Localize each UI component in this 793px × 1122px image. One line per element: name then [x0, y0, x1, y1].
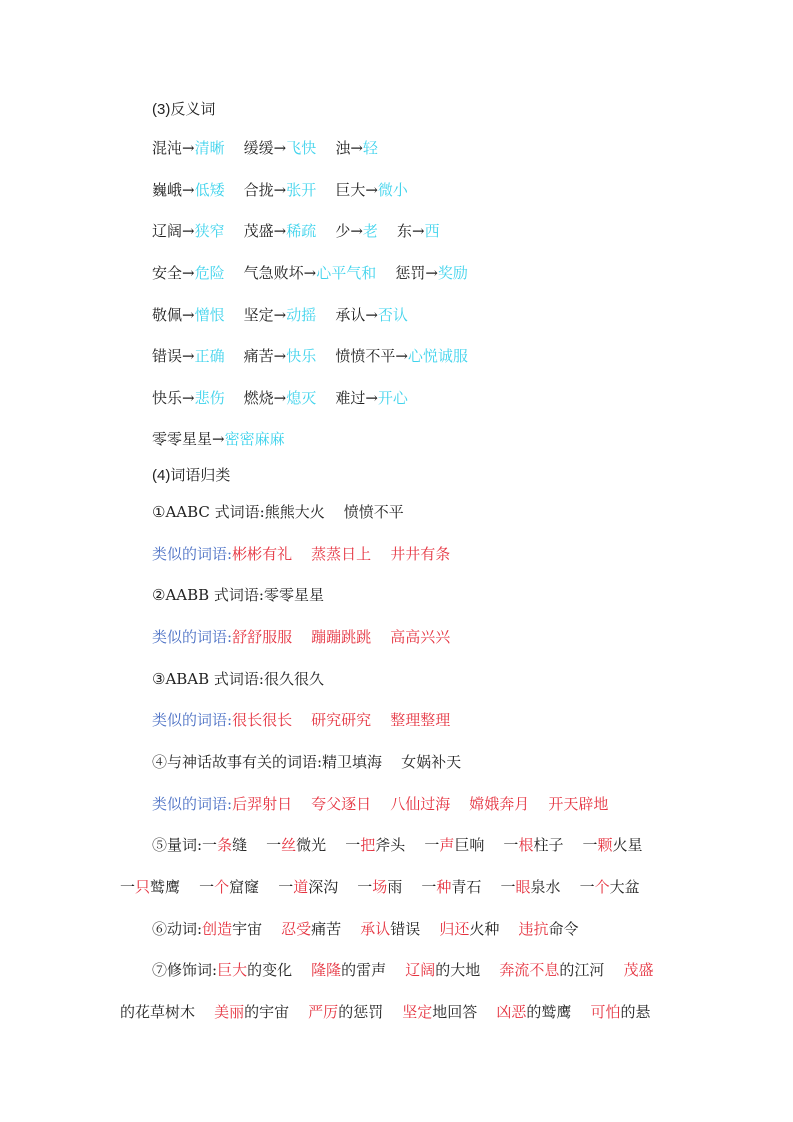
text-segment: 归还	[439, 920, 470, 938]
text-segment: ⑤量词:一	[152, 836, 218, 854]
text-segment: 创造	[202, 920, 233, 938]
abab	[152, 669, 324, 689]
text-segment: ②AABB 式词语:零零星星	[152, 586, 324, 604]
text-segment: 愤愤不平→	[316, 347, 408, 365]
text-segment: 心悦诚服	[407, 347, 468, 365]
text-segment: 道	[293, 878, 309, 896]
text-segment: ①AABC 式词语:熊熊大火 愤愤不平	[152, 503, 404, 521]
measure-words-2	[120, 877, 640, 897]
text-segment: 斧头 一	[375, 836, 440, 854]
antonym-row-4	[152, 263, 468, 283]
myth	[152, 752, 461, 772]
text-segment: 坚定	[402, 1003, 433, 1021]
aabb-similar	[152, 627, 450, 647]
myth-similar	[152, 794, 608, 814]
text-segment: 火星	[612, 836, 643, 854]
text-segment: 眼	[515, 878, 531, 896]
text-segment: 奖励	[437, 264, 468, 282]
text-segment: 一	[120, 878, 136, 896]
aabb	[152, 585, 324, 605]
text-segment: 忍受	[281, 920, 312, 938]
text-segment: 快乐	[286, 347, 317, 365]
text-segment: 的悬	[620, 1003, 651, 1021]
text-segment: 承认	[360, 920, 391, 938]
text-segment: 危险	[194, 264, 225, 282]
text-segment: 鹫鹰 一	[150, 878, 215, 896]
verbs	[152, 919, 578, 939]
text-segment: 丝	[281, 836, 297, 854]
text-segment: 美丽	[214, 1003, 245, 1021]
text-segment: 巨响 一	[454, 836, 519, 854]
text-segment: 把	[360, 836, 376, 854]
text-segment: 合拢→	[224, 181, 287, 199]
text-segment: 痛苦	[311, 920, 361, 938]
text-segment: 清晰	[194, 139, 225, 157]
text-segment: 彬彬有礼 蒸蒸日上 井井有条	[232, 545, 451, 563]
text-segment: 惩罚→	[376, 264, 438, 282]
text-segment: 命令	[548, 920, 579, 938]
text-segment: 的江河	[559, 961, 624, 979]
text-segment: 个	[594, 878, 610, 896]
antonym-row-2	[152, 180, 408, 200]
text-segment: 悲伤	[194, 389, 225, 407]
modifiers-2	[120, 1002, 650, 1022]
heading-antonyms	[152, 100, 215, 120]
text-segment: 很长很长 研究研究 整理整理	[232, 711, 451, 729]
text-segment: 老	[362, 222, 378, 240]
text-segment: ④与神话故事有关的词语:精卫填海 女娲补天	[152, 753, 462, 771]
text-segment: 零零星星→	[152, 430, 225, 448]
text-segment: 类似的词语:	[152, 795, 233, 813]
text-segment: 类似的词语:	[152, 545, 233, 563]
text-segment: 少→	[316, 222, 363, 240]
text-segment: 奔流不息	[499, 961, 560, 979]
text-segment: 茂盛→	[224, 222, 287, 240]
text-segment: 难过→	[316, 389, 378, 407]
text-segment: 密密麻麻	[224, 430, 285, 448]
text-segment: 低矮	[194, 181, 225, 199]
text-segment: 凶恶	[496, 1003, 527, 1021]
antonym-row-3	[152, 221, 440, 241]
text-segment: 雨 一	[387, 878, 437, 896]
heading-classification	[152, 466, 230, 486]
modifiers-1	[152, 960, 653, 980]
text-segment: 茂盛	[623, 961, 654, 979]
text-segment: 严厉	[308, 1003, 339, 1021]
antonym-row-5	[152, 305, 408, 325]
text-segment: 违抗	[518, 920, 549, 938]
text-segment: 安全→	[152, 264, 195, 282]
abab-similar	[152, 710, 450, 730]
text-segment: 隆隆	[311, 961, 342, 979]
text-segment: 坚定→	[224, 306, 287, 324]
text-segment: 的惩罚	[338, 1003, 403, 1021]
text-segment: 的宇宙	[244, 1003, 309, 1021]
text-segment: 种	[436, 878, 452, 896]
text-segment: 类似的词语:	[152, 628, 233, 646]
text-segment: 混沌→	[152, 139, 195, 157]
text-segment: 错误→	[152, 347, 195, 365]
text-segment: 后羿射日 夸父逐日 八仙过海 嫦娥奔月 开天辟地	[232, 795, 609, 813]
text-segment: 的花草树木	[120, 1003, 215, 1021]
text-segment: 气急败坏→	[224, 264, 317, 282]
text-segment: ⑥动词:	[152, 920, 203, 938]
text-segment: 飞快	[286, 139, 317, 157]
text-segment: 缝 一	[232, 836, 282, 854]
text-segment: 稀疏	[286, 222, 317, 240]
text-segment: 辽阔	[405, 961, 436, 979]
text-segment: 的雷声	[341, 961, 406, 979]
text-segment: 张开	[286, 181, 317, 199]
text-segment: 泉水 一	[530, 878, 595, 896]
text-segment: 根	[518, 836, 534, 854]
text-segment: 宇宙	[232, 920, 282, 938]
aabc-similar	[152, 544, 450, 564]
text-segment: 柱子 一	[533, 836, 598, 854]
text-segment: 开心	[377, 389, 408, 407]
text-segment: 心平气和	[316, 264, 377, 282]
text-segment: 窟窿 一	[229, 878, 294, 896]
antonym-row-8	[152, 429, 285, 449]
antonym-row-7	[152, 388, 408, 408]
text-segment: ⑦修饰词:	[152, 961, 218, 979]
text-segment: (3)反义词	[152, 101, 216, 118]
text-segment: 东→	[377, 222, 425, 240]
text-segment: 承认→	[316, 306, 378, 324]
text-segment: 微小	[377, 181, 408, 199]
text-segment: 巍峨→	[152, 181, 195, 199]
text-segment: 正确	[194, 347, 225, 365]
antonym-row-1	[152, 138, 378, 158]
text-segment: 缓缓→	[224, 139, 287, 157]
text-segment: 颗	[597, 836, 613, 854]
text-segment: 微光 一	[296, 836, 361, 854]
text-segment: 动摇	[286, 306, 317, 324]
text-segment: (4)词语归类	[152, 467, 231, 484]
text-segment: 可怕	[590, 1003, 621, 1021]
text-segment: 青石 一	[451, 878, 516, 896]
aabc	[152, 502, 404, 522]
text-segment: 错误	[390, 920, 440, 938]
text-segment: 巨大	[217, 961, 248, 979]
text-segment: 快乐→	[152, 389, 195, 407]
text-segment: 轻	[362, 139, 378, 157]
text-segment: 条	[217, 836, 233, 854]
text-segment: 的变化	[247, 961, 312, 979]
text-segment: ③ABAB 式词语:很久很久	[152, 670, 324, 688]
text-segment: 声	[439, 836, 455, 854]
text-segment: 只	[135, 878, 151, 896]
text-segment: 场	[372, 878, 388, 896]
text-segment: 地回答	[432, 1003, 497, 1021]
text-segment: 燃烧→	[224, 389, 287, 407]
text-segment: 憎恨	[194, 306, 225, 324]
text-segment: 类似的词语:	[152, 711, 233, 729]
measure-words-1	[152, 835, 643, 855]
antonym-row-6	[152, 346, 468, 366]
text-segment: 浊→	[316, 139, 363, 157]
text-segment: 个	[214, 878, 230, 896]
text-segment: 熄灭	[286, 389, 317, 407]
text-segment: 西	[424, 222, 440, 240]
text-segment: 的鹫鹰	[526, 1003, 591, 1021]
text-segment: 火种	[469, 920, 519, 938]
text-segment: 否认	[377, 306, 408, 324]
text-segment: 敬佩→	[152, 306, 195, 324]
text-segment: 巨大→	[316, 181, 378, 199]
text-segment: 辽阔→	[152, 222, 195, 240]
text-segment: 大盆	[609, 878, 640, 896]
text-segment: 深沟 一	[308, 878, 373, 896]
text-segment: 痛苦→	[224, 347, 287, 365]
text-segment: 舒舒服服 蹦蹦跳跳 高高兴兴	[232, 628, 451, 646]
text-segment: 狭窄	[194, 222, 225, 240]
text-segment: 的大地	[435, 961, 500, 979]
